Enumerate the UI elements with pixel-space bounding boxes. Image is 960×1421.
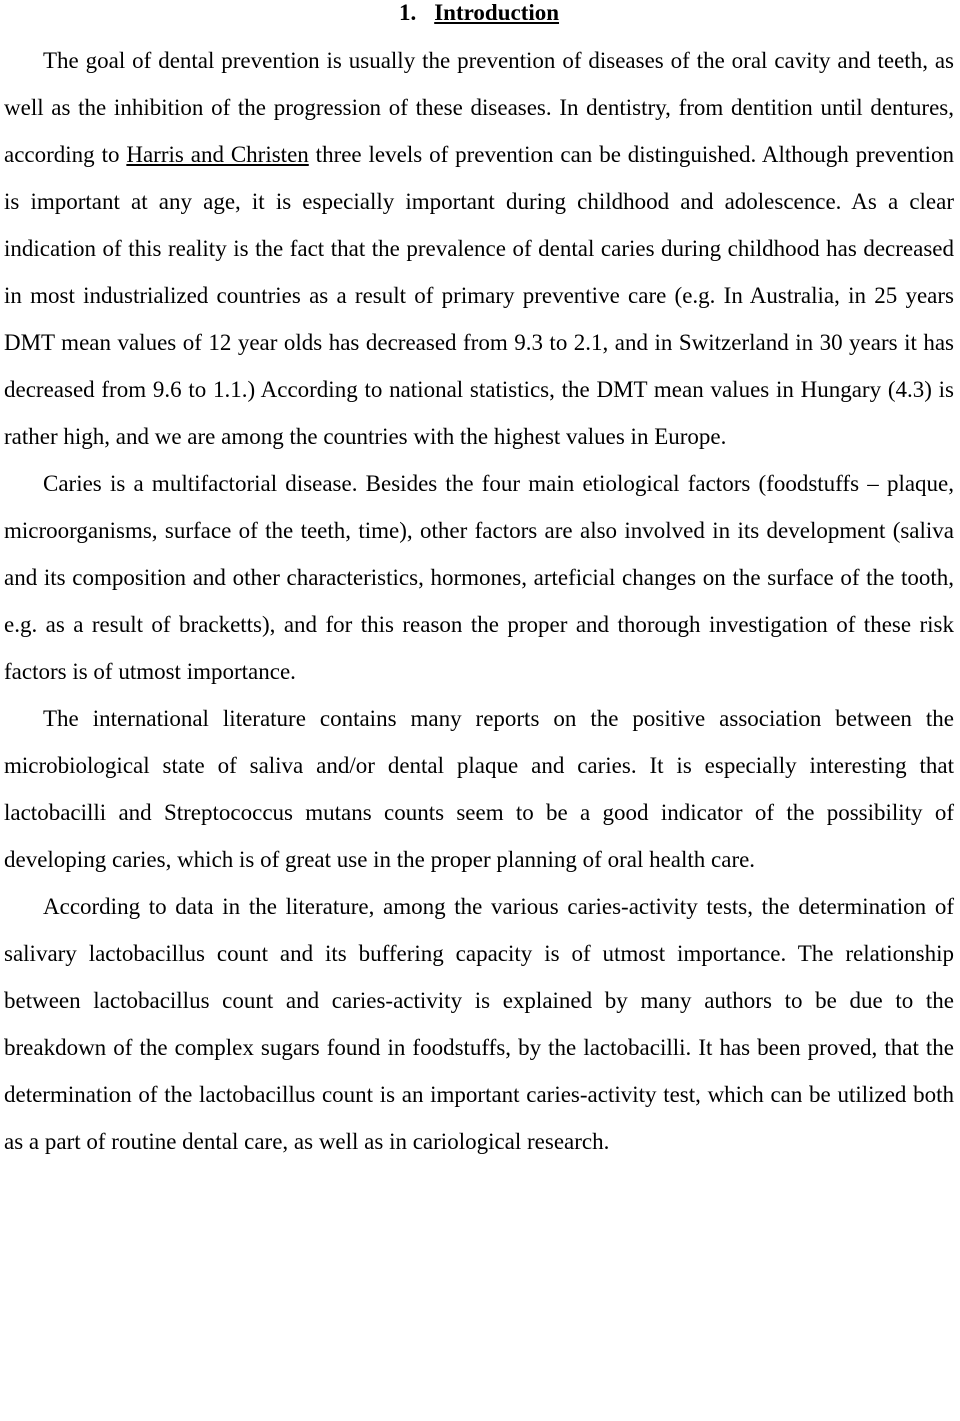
section-number: 1. <box>398 0 417 25</box>
paragraph-1-text-start: The goal of dental prevention is usually the prevention of diseases of the oral cavity and teeth, as well as the inhibition of the progression of these diseases. In dentistry, from dentition until dentures, according to <box>4 48 954 167</box>
paragraph-1 <box>4 37 954 460</box>
paragraph-2: Caries is a multifactorial disease. Besides the four main etiological factors (foodstuffs – plaque, microorganisms, surface of the teeth, time), other factors are also involved in its development (saliva and its composition and other characteristics, hormones, arteficial changes on the surface of the tooth, e.g. as a result of bracketts), and for this reason the proper and thorough investigation of these risk factors is of utmost importance. <box>4 471 954 684</box>
paragraph-4: According to data in the literature, among the various caries-activity tests, the determination of salivary lactobacillus count and its buffering capacity is of utmost importance. The relationship between lactobacillus count and caries-activity is explained by many authors to be due to the breakdown of the complex sugars found in foodstuffs, by the lactobacilli. It has been proved, that the determination of the lactobacillus count is an important caries-activity test, which can be utilized both as a part of routine dental care, as well as in cariological research. <box>4 894 954 1154</box>
document-page <box>4 0 954 1165</box>
paragraph-1-text-end: three levels of prevention can be distinguished. Although prevention is important at any age, it is especially important during childhood and adolescence. As a clear indication of this reality is the fact that the prevalence of dental caries during childhood has decreased in most industrialized countries as a result of primary preventive care (e.g. In Australia, in 25 years DMT mean values of 12 year olds has decreased from 9.3 to 2.1, and in Switzerland in 30 years it has decreased from 9.6 to 1.1.) According to national statistics, the DMT mean values in Hungary (4.3) is rather high, and we are among the countries with the highest values in Europe. <box>4 142 954 449</box>
paragraph-3: The international literature contains many reports on the positive association between the microbiological state of saliva and/or dental plaque and caries. It is especially interesting that lactobacilli and Streptococcus mutans counts seem to be a good indicator of the possibility of developing caries, which is of great use in the proper planning of oral health care. <box>4 706 954 872</box>
section-heading <box>4 0 954 37</box>
citation-link: Harris and Christen <box>126 142 309 167</box>
section-title: Introduction <box>434 0 560 25</box>
